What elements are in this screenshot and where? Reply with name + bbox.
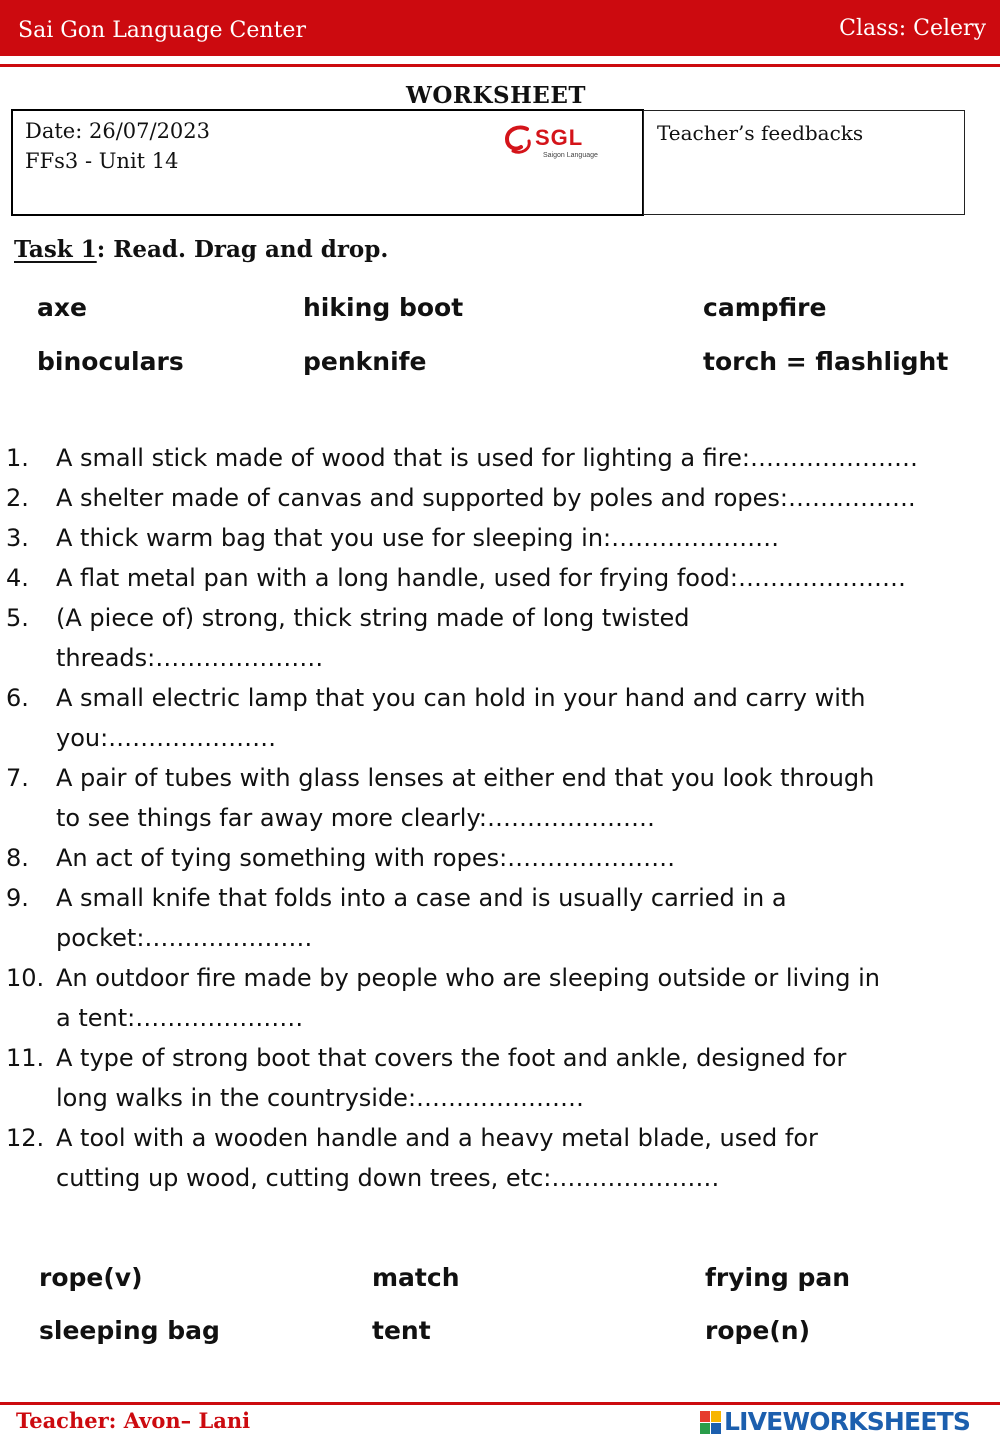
question-text: An outdoor fire made by people who are sleeping outside or living in xyxy=(56,964,880,992)
question-number: 6. xyxy=(6,684,29,712)
question-text[interactable]: to see things far away more clearly:………………… xyxy=(56,804,655,832)
question-number: 3. xyxy=(6,524,29,552)
date-text: Date: 26/07/2023 xyxy=(25,119,211,143)
unit-text: FFs3 - Unit 14 xyxy=(25,149,179,173)
sgl-logo xyxy=(501,121,601,165)
question-number: 11. xyxy=(6,1044,45,1072)
footer-divider xyxy=(0,1402,1000,1405)
logo-text: SGL xyxy=(535,125,584,150)
logo-subtitle: Saigon Language xyxy=(543,152,598,159)
liveworksheets-brand[interactable] xyxy=(700,1407,995,1439)
feedback-box[interactable] xyxy=(643,110,965,215)
question-text[interactable]: A shelter made of canvas and supported by poles and ropes:……………. xyxy=(56,484,916,512)
task-label: Task 1 xyxy=(14,236,97,263)
header-bar xyxy=(0,0,1000,56)
feedback-label: Teacher’s feedbacks xyxy=(657,121,864,145)
liveworksheets-text: LIVEWORKSHEETS xyxy=(724,1407,971,1436)
sgl-logo-icon xyxy=(501,123,537,157)
word-chip[interactable]: tent xyxy=(372,1316,431,1345)
question-number: 2. xyxy=(6,484,29,512)
question-text: A type of strong boot that covers the foot and ankle, designed for xyxy=(56,1044,847,1072)
question-number: 5. xyxy=(6,604,29,632)
question-text: A pair of tubes with glass lenses at either end that you look through xyxy=(56,764,875,792)
word-chip[interactable]: penknife xyxy=(303,347,427,376)
question-number: 8. xyxy=(6,844,29,872)
question-text[interactable]: long walks in the countryside:………………… xyxy=(56,1084,585,1112)
question-number: 10. xyxy=(6,964,45,992)
question-number: 7. xyxy=(6,764,29,792)
liveworksheets-logo-icon xyxy=(700,1411,722,1435)
word-chip[interactable]: match xyxy=(372,1263,460,1292)
question-text[interactable]: threads:………………… xyxy=(56,644,324,672)
word-chip[interactable]: binoculars xyxy=(37,347,184,376)
question-number: 4. xyxy=(6,564,29,592)
question-text: (A piece of) strong, thick string made of long twisted xyxy=(56,604,690,632)
header-divider xyxy=(0,64,1000,67)
info-box xyxy=(11,109,644,216)
center-name: Sai Gon Language Center xyxy=(18,18,306,43)
question-text[interactable]: A thick warm bag that you use for sleeping in:………………… xyxy=(56,524,780,552)
question-text: A tool with a wooden handle and a heavy metal blade, used for xyxy=(56,1124,818,1152)
worksheet-title: WORKSHEET xyxy=(406,82,586,109)
question-text: A small knife that folds into a case and is usually carried in a xyxy=(56,884,787,912)
question-text[interactable]: A small stick made of wood that is used for lighting a fire:………………… xyxy=(56,444,918,472)
question-text[interactable]: cutting up wood, cutting down trees, etc:………………… xyxy=(56,1164,720,1192)
question-text[interactable]: you:………………… xyxy=(56,724,277,752)
class-label: Class: Celery xyxy=(839,16,986,41)
word-chip[interactable]: campfire xyxy=(703,293,827,322)
teacher-name: Teacher: Avon– Lani xyxy=(16,1408,251,1433)
question-number: 9. xyxy=(6,884,29,912)
word-chip[interactable]: sleeping bag xyxy=(39,1316,220,1345)
question-text: A small electric lamp that you can hold in your hand and carry with xyxy=(56,684,866,712)
question-text[interactable]: pocket:………………… xyxy=(56,924,313,952)
word-chip[interactable]: rope(v) xyxy=(39,1263,143,1292)
task-instruction: : Read. Drag and drop. xyxy=(96,236,389,263)
word-chip[interactable]: frying pan xyxy=(705,1263,851,1292)
question-text[interactable]: A flat metal pan with a long handle, used for frying food:………………… xyxy=(56,564,906,592)
word-chip[interactable]: hiking boot xyxy=(303,293,464,322)
question-text[interactable]: a tent:………………… xyxy=(56,1004,304,1032)
question-number: 12. xyxy=(6,1124,45,1152)
task-heading xyxy=(14,236,388,263)
question-number: 1. xyxy=(6,444,29,472)
question-text[interactable]: An act of tying something with ropes:………………… xyxy=(56,844,676,872)
word-chip[interactable]: torch = flashlight xyxy=(703,347,949,376)
word-chip[interactable]: axe xyxy=(37,293,87,322)
word-chip[interactable]: rope(n) xyxy=(705,1316,811,1345)
